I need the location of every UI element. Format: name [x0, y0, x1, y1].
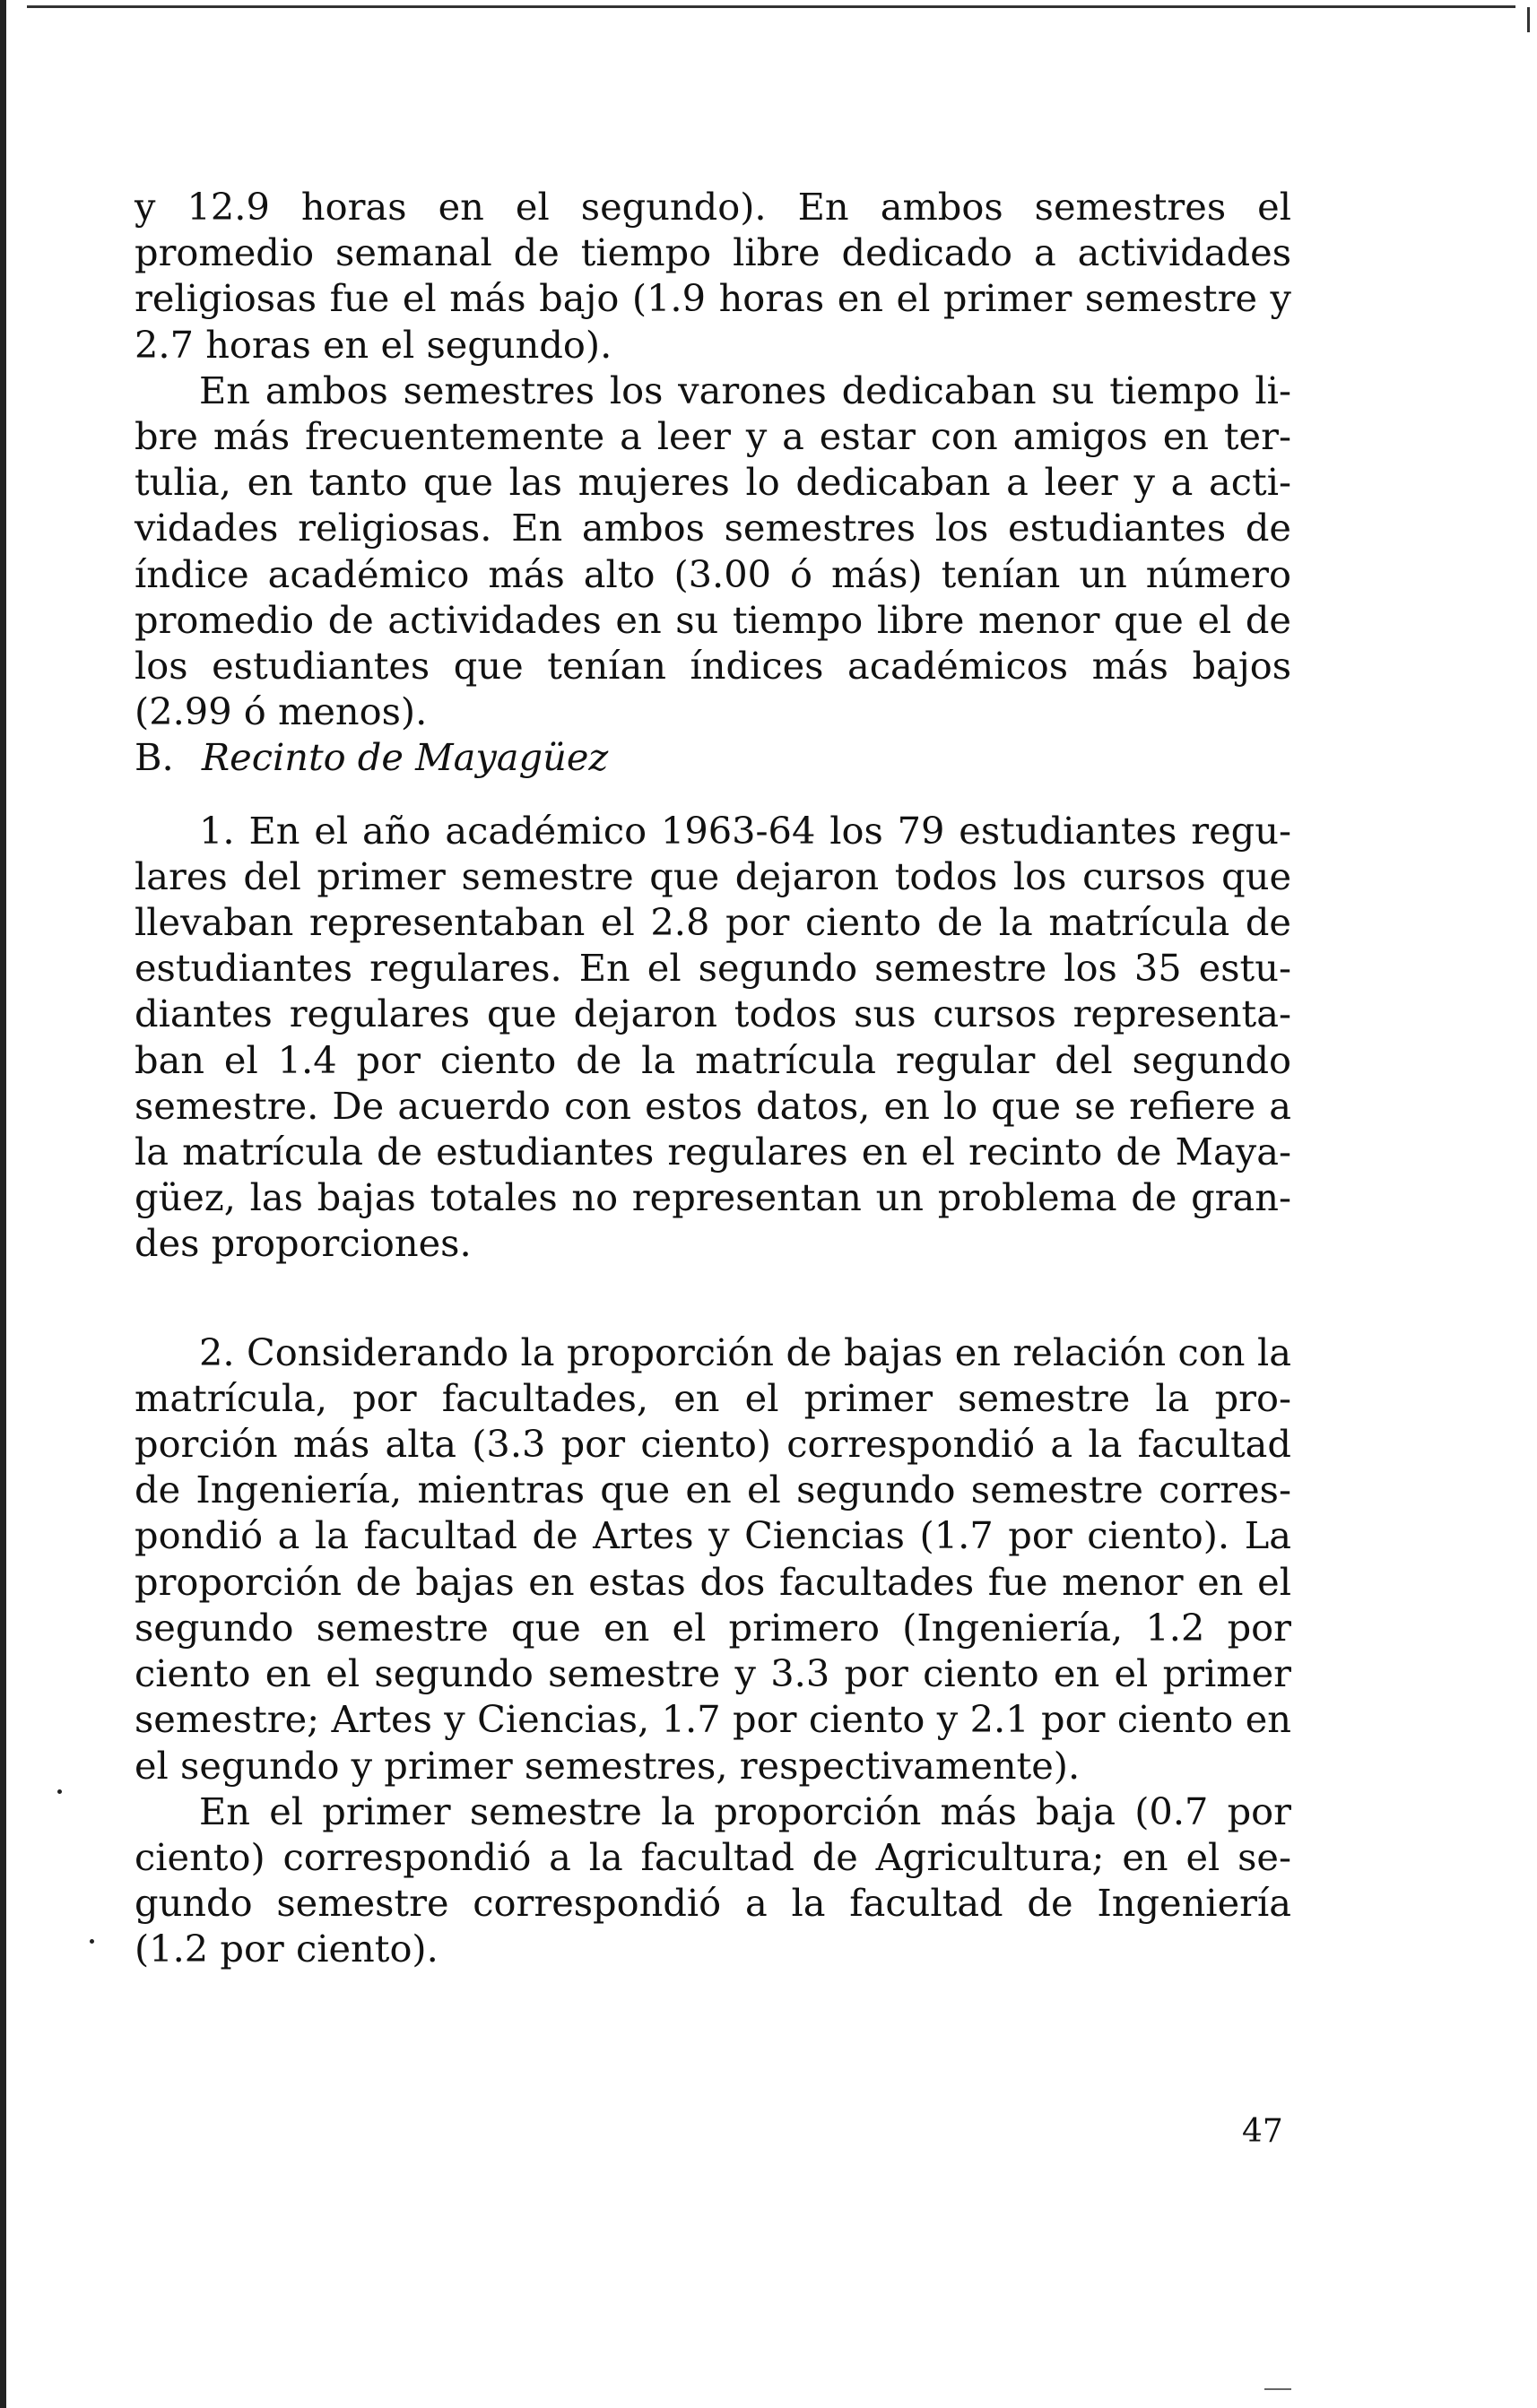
- paragraph-lowest-proportion: En el primer semestre la proporción más baja (0.7 por ciento) correspondió a la facultad de Agricultura; en el segundo semestre correspondió a la facultad de Ingeniería (1.2 por ciento).: [135, 1789, 1291, 1971]
- paragraph-leisure-by-gender: En ambos semestres los varones dedicaban su tiempo libre más frecuentemente a leer y a estar con amigos en tertulia, en tanto que las mujeres lo dedicaban a leer y a actividades religiosas. En ambos semestres los estudiantes de índice académico más alto (3.00 ó más) tenían un número promedio de actividades en su tiempo libre menor que el de los estudiantes que tenían índices académicos más bajos (2.99 ó menos).: [135, 368, 1291, 734]
- scan-speck: [90, 1939, 94, 1944]
- section-heading: [135, 734, 1291, 780]
- scan-mark: [1264, 2388, 1291, 2390]
- page-body: [135, 184, 1291, 1972]
- section-title: Recinto de Mayagüez: [201, 735, 609, 780]
- section-letter: B.: [135, 735, 174, 780]
- page-edge-top: [27, 5, 1515, 8]
- paragraph-item-1: 1. En el año académico 1963-64 los 79 estudiantes regulares del primer semestre que dejaron todos los cursos que llevaban representaban el 2.8 por ciento de la matrícula de estudiantes regulares. En el segundo semestre los 35 estudiantes regulares que dejaron todos sus cursos representaban el 1.4 por ciento de la matrícula regular del segundo semestre. De acuerdo con estos datos, en lo que se refiere a la matrícula de estudiantes regulares en el recinto de Mayagüez, las bajas totales no representan un problema de grandes proporciones.: [135, 808, 1291, 1266]
- scan-speck: [57, 1789, 62, 1794]
- corner-mark: [1509, 7, 1530, 32]
- paragraph-continuation: y 12.9 horas en el segundo). En ambos semestres el promedio semanal de tiempo libre dedicado a actividades religiosas fue el más bajo (1.9 horas en el primer semestre y 2.7 horas en el segundo).: [135, 185, 1291, 367]
- paragraph-item-2: 2. Considerando la proporción de bajas en relación con la matrícula, por facultades, en el primer semestre la proporción más alta (3.3 por ciento) correspondió a la facultad de Ingeniería, mientras que en el segundo semestre correspondió a la facultad de Artes y Ciencias (1.7 por ciento). La proporción de bajas en estas dos facultades fue menor en el segundo semestre que en el primero (Ingeniería, 1.2 por ciento en el segundo semestre y 3.3 por ciento en el primer semestre; Artes y Ciencias, 1.7 por ciento y 2.1 por ciento en el segundo y primer semestres, respectivamente).: [135, 1330, 1291, 1788]
- page-edge-left: [0, 0, 6, 2408]
- page-number: 47: [1242, 2113, 1283, 2150]
